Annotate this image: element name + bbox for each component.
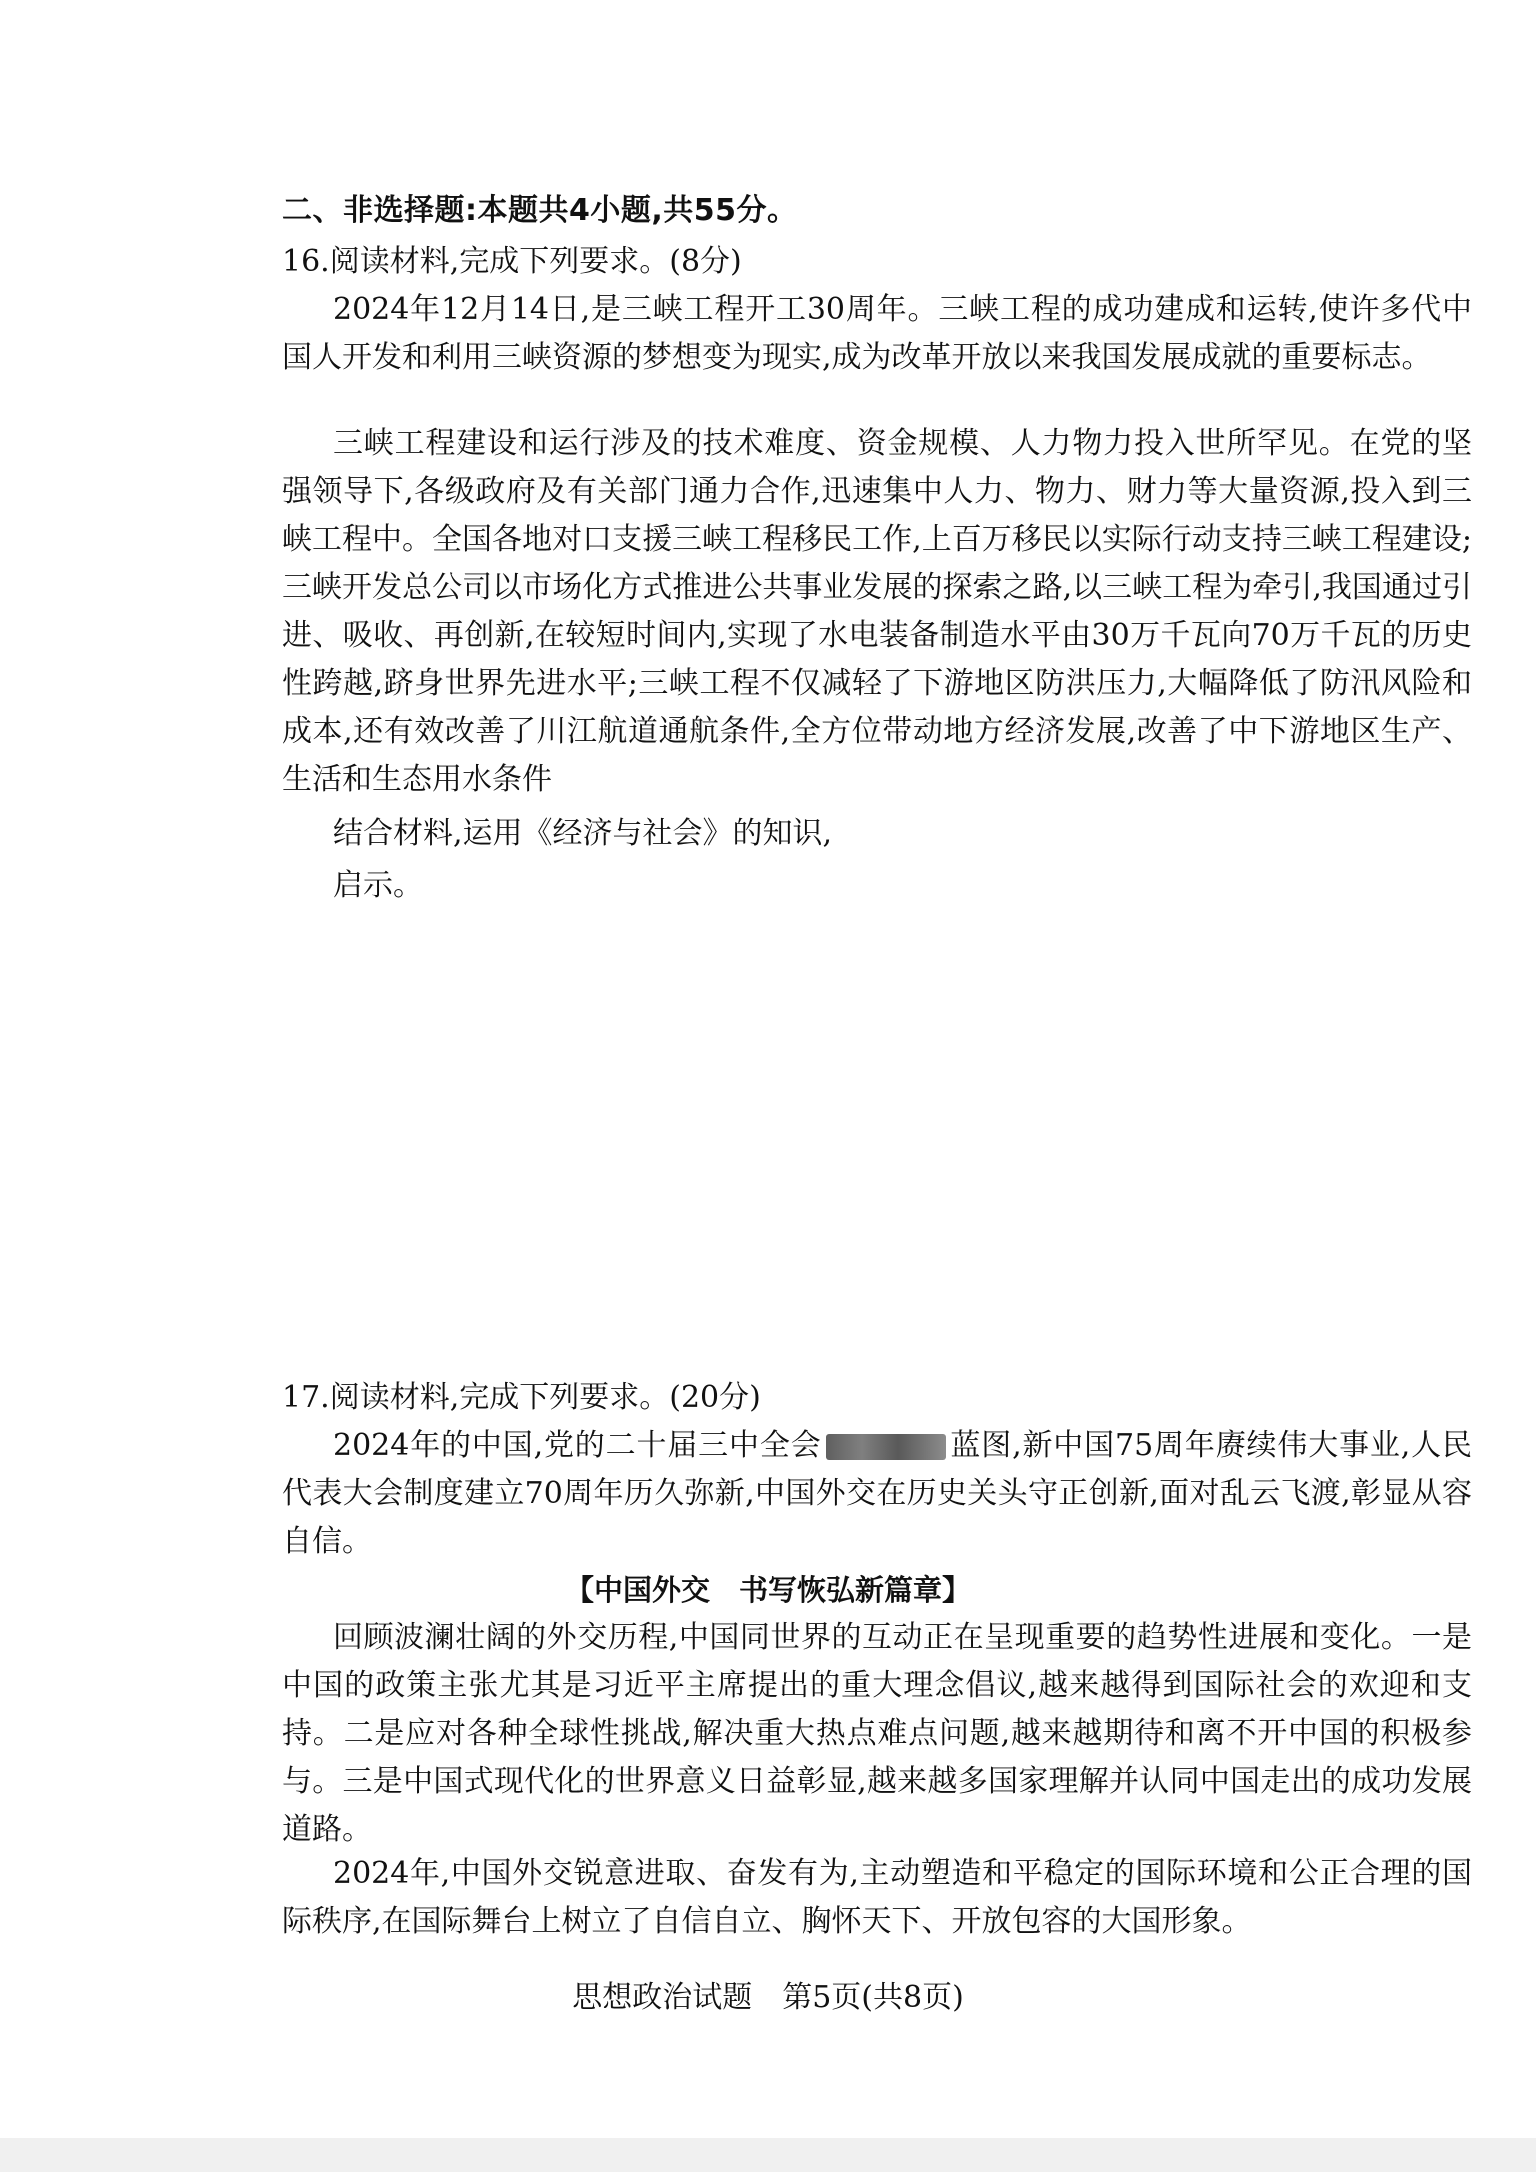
question-17-paragraph-2: 回顾波澜壮阔的外交历程,中国同世界的互动正在呈现重要的趋势性进展和变化。一是中国的政策主张尤其是习近平主席提出的重大理念倡议,越来越得到国际社会的欢迎和支持。二是应对各种全球性挑战,解决重大热点难点问题,越来越期待和离不开中国的积极参与。三是中国式现代化的世界意义日益彰显,越来越多国家理解并认同中国走出的成功发展道路。 [282, 1620, 1472, 1847]
question-16-heading: 16.阅读材料,完成下列要求。(8分) [282, 244, 742, 279]
section-title: 二、非选择题:本题共4小题,共55分。 [282, 193, 798, 228]
question-17-paragraph-1-start: 2024年的中国,党的二十届三中全会 [333, 1428, 822, 1463]
question-17-paragraph-3: 2024年,中国外交锐意进取、奋发有为,主动塑造和平稳定的国际环境和公正合理的国际秩序,在国际舞台上树立了自信自立、胸怀天下、开放包容的大国形象。 [282, 1856, 1472, 1939]
ink-smudge [826, 1434, 946, 1460]
scan-bottom-band [0, 2138, 1536, 2172]
question-16-paragraph-1: 2024年12月14日,是三峡工程开工30周年。三峡工程的成功建成和运转,使许多代中国人开发和利用三峡资源的梦想变为现实,成为改革开放以来我国发展成就的重要标志。 [282, 292, 1472, 375]
question-16-paragraph-2: 三峡工程建设和运行涉及的技术难度、资金规模、人力物力投入世所罕见。在党的坚强领导下,各级政府及有关部门通力合作,迅速集中人力、物力、财力等大量资源,投入到三峡工程中。全国各地对口支援三峡工程移民工作,上百万移民以实际行动支持三峡工程建设;三峡开发总公司以市场化方式推进公共事业发展的探索之路,以三峡工程为牵引,我国通过引进、吸收、再创新,在较短时间内,实现了水电装备制造水平由30万千瓦向70万千瓦的历史性跨越,跻身世界先进水平;三峡工程不仅减轻了下游地区防洪压力,大幅降低了防汛风险和成本,还有效改善了川江航道通航条件,全方位带动地方经济发展,改善了中下游地区生产、生活和生态用水条件 [282, 426, 1472, 797]
question-16-task-line-1: 结合材料,运用《经济与社会》的知识, [333, 816, 833, 851]
material-subheading: 【中国外交 书写恢弘新篇章】 [564, 1573, 971, 1607]
question-17-paragraph-1-end: 蓝图,新中国75周年赓续伟大事业,人民代表大会制度建立70周年历久弥新,中国外交在历史关头守正创新,面对乱云飞渡,彰显从容自信。 [282, 1428, 1472, 1559]
question-17-heading: 17.阅读材料,完成下列要求。(20分) [282, 1380, 761, 1415]
question-16-task-line-2: 启示。 [333, 868, 423, 903]
question-17-paragraph-1 [282, 1422, 1472, 1566]
page-footer: 思想政治试题 第5页(共8页) [572, 1980, 964, 2015]
